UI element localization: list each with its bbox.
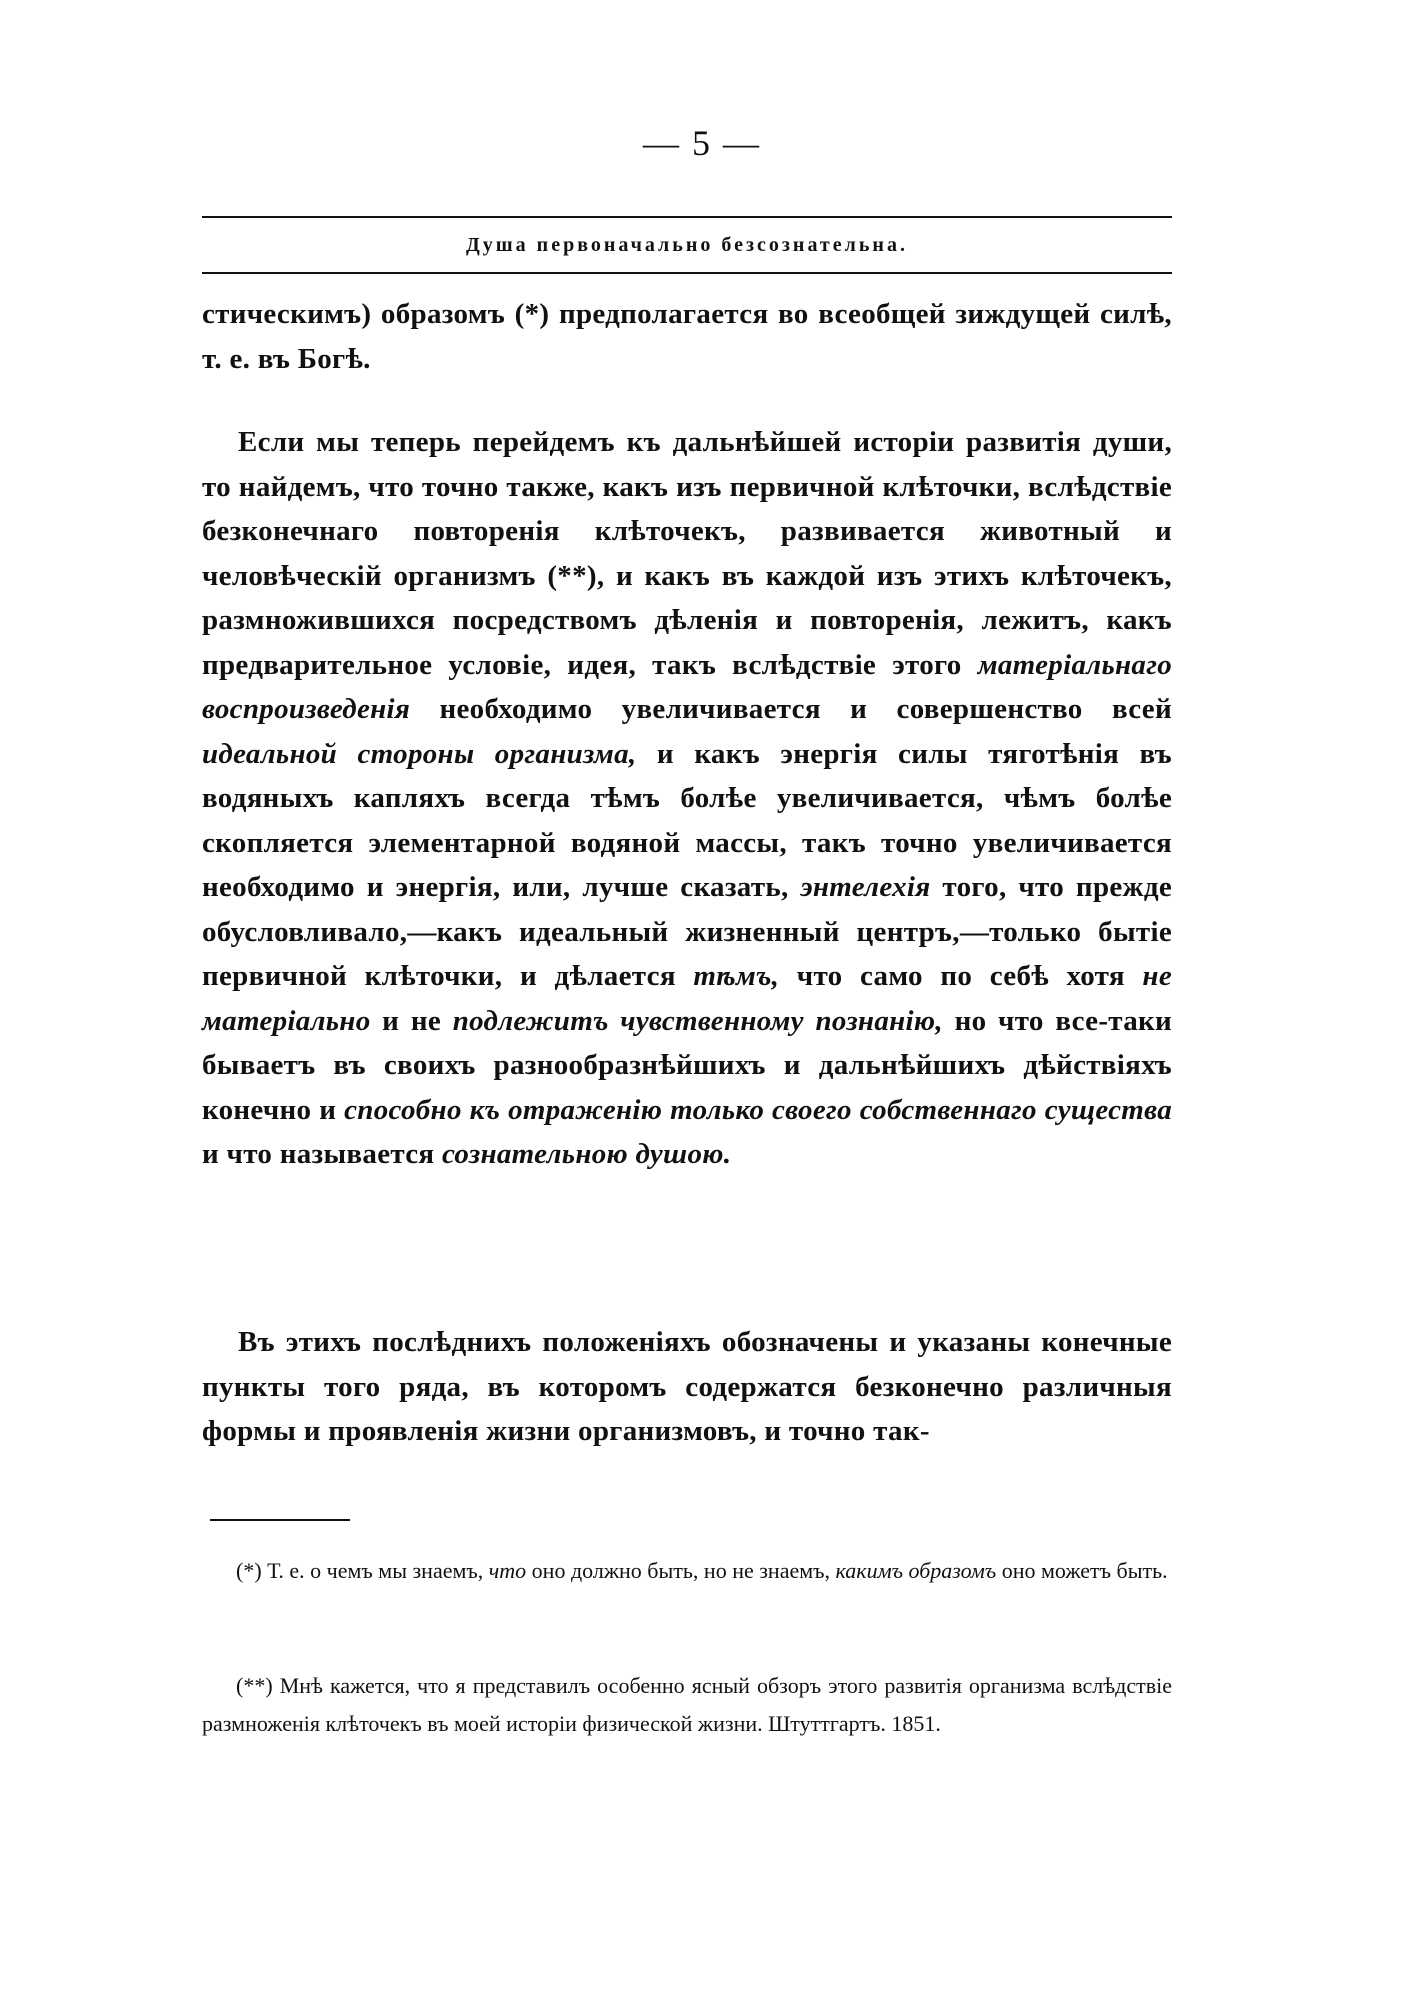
- paragraph-1-text: стическимъ) образомъ (*) предполагается во всеобщей зиждущей силѣ, т. е. въ Богѣ.: [202, 298, 1172, 375]
- paragraph-2-text: [202, 420, 1172, 1177]
- footnote-separator: [210, 1519, 350, 1521]
- p2-emphasis-1: матеріальнаго воспроизведенія: [202, 648, 1172, 725]
- fn1-emphasis-2: какимъ образомъ: [835, 1558, 997, 1583]
- header-rule-bottom: [202, 272, 1172, 274]
- page-number: — 5 —: [643, 123, 761, 163]
- footnote-2: (**) Мнѣ кажется, что я представилъ особенно ясный обзоръ этого развитія организма вслѣдствіе размноженія клѣточекъ въ моей исторіи физической жизни. Штуттгартъ. 1851.: [202, 1673, 1172, 1736]
- fn1-text-2: оно должно быть, но не знаемъ,: [526, 1558, 836, 1583]
- paragraph-continuation: [202, 292, 1172, 381]
- running-head: Душа первоначально безсознательна.: [466, 234, 908, 256]
- p2-text-2: необходимо увеличивается и совершенство всей: [410, 693, 1172, 725]
- p2-emphasis-6: подлежитъ чувственному познанію,: [452, 1004, 943, 1037]
- p2-emphasis-3: энтелехія: [800, 871, 931, 903]
- p2-text-6: и не: [370, 1004, 453, 1037]
- p2-emphasis-5: не матеріально: [202, 960, 1172, 1037]
- paragraph-2: [202, 420, 1172, 1177]
- fn1-emphasis-1: что: [488, 1558, 527, 1583]
- p2-emphasis-8: сознательною душою.: [441, 1138, 732, 1170]
- fn1-text-1: (*) Т. е. о чемъ мы знаемъ,: [236, 1558, 489, 1583]
- p2-text-4: того, что прежде обусловливало,—какъ идеальный жизненный центръ,—только бытіе первичной клѣточки, и дѣлается: [202, 871, 1173, 992]
- p2-emphasis-7: способно къ отраженію только своего собственнаго существа: [344, 1093, 1172, 1126]
- p2-emphasis-2: идеальной стороны организма,: [202, 737, 637, 770]
- footnote-1: [202, 1552, 1172, 1590]
- header-rule-top: [202, 216, 1172, 218]
- paragraph-3-text: Въ этихъ послѣднихъ положеніяхъ обозначены и указаны конечные пункты того ряда, въ которомъ содержатся безконечно различныя формы и проявленія жизни организмовъ, и точно так-: [202, 1326, 1172, 1447]
- p2-text-5: что само по себѣ хотя: [779, 960, 1143, 992]
- fn1-text-3: оно можетъ быть.: [996, 1558, 1168, 1583]
- p2-text-8: и что называется: [202, 1138, 442, 1170]
- p2-text-1: Если мы теперь перейдемъ къ дальнѣйшей исторіи развитія души, то найдемъ, что точно также, какъ изъ первичной клѣточки, вслѣдствіе безконечнаго повторенія клѣточекъ, развивается животный и человѣческій организмъ (**), и какъ въ каждой изъ этихъ клѣточекъ, размножившихся посредствомъ дѣленія и повторенія, лежитъ, какъ предварительное условіе, идея, такъ вслѣдствіе этого: [202, 426, 1172, 681]
- paragraph-3: [202, 1320, 1172, 1454]
- p2-text-7: но что все-таки бываетъ въ своихъ разнообразнѣйшихъ и дальнѣйшихъ дѣйствіяхъ конечно и: [202, 1004, 1173, 1126]
- p2-emphasis-4: тѣмъ,: [693, 960, 780, 992]
- p2-text-3: и какъ энергія силы тяготѣнія въ водяныхъ капляхъ всегда тѣмъ болѣе увеличивается, чѣмъ болѣе скопляется элементарной водяной массы, такъ точно увеличивается необходимо и энергія, или, лучше сказать,: [202, 737, 1172, 903]
